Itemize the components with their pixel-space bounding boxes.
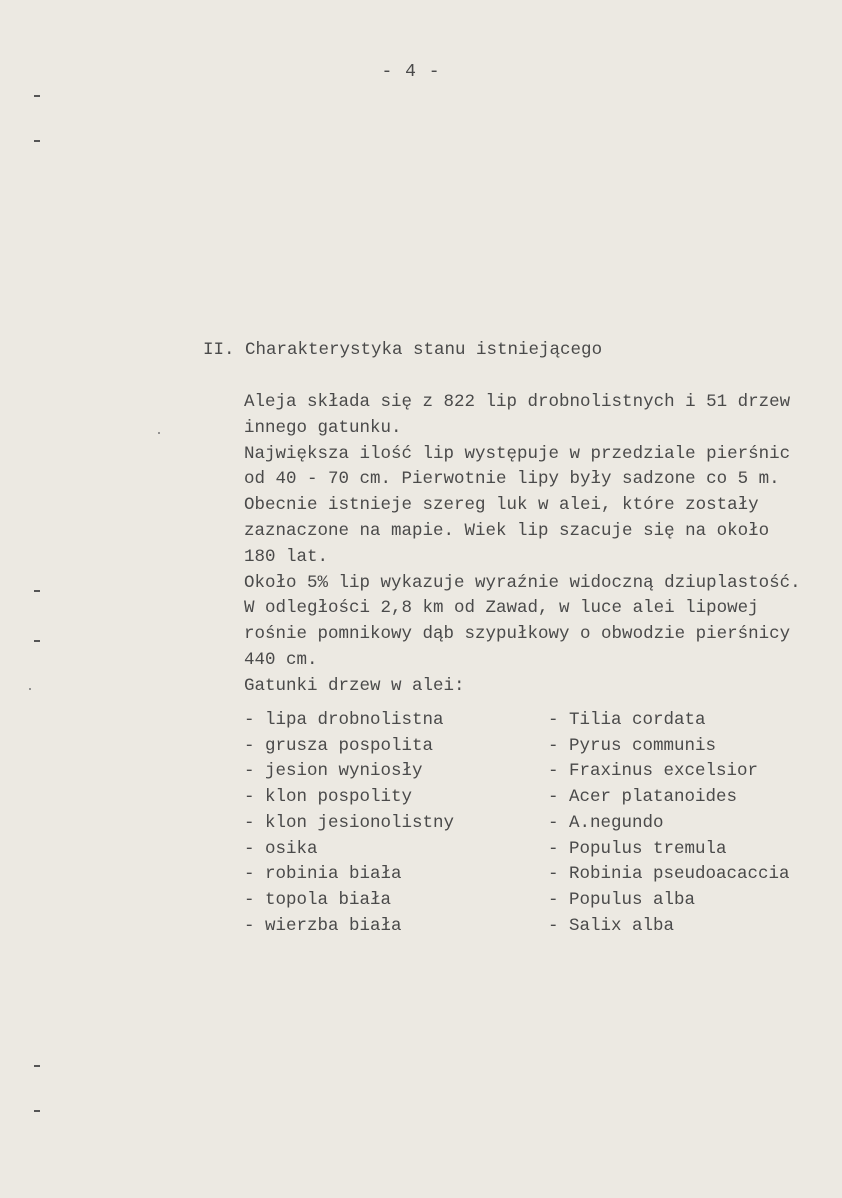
species-row [244,759,804,785]
species-row [244,914,804,940]
species-latin-name: - Fraxinus excelsior [548,761,759,782]
species-polish-name: - wierzba biała [244,915,402,936]
margin-mark [34,140,40,142]
body-line: 180 lat. [244,546,329,567]
species-row [244,862,804,888]
margin-mark [34,1065,40,1067]
margin-mark [34,590,40,592]
species-polish-name: - topola biała [244,889,392,910]
species-latin-name: - Acer platanoides [548,787,738,808]
body-text [244,390,804,700]
species-latin-name: - Populus tremula [548,838,727,859]
species-latin-name: - Pyrus communis [548,735,717,756]
body-line: rośnie pomnikowy dąb szypułkowy o obwodzie pierśnicy [244,624,791,645]
species-polish-name: - jesion wyniosły [244,761,423,782]
species-latin-name: - A.negundo [548,812,664,833]
section-heading: II. Charakterystyka stanu istniejącego [203,340,603,360]
species-polish-name: - grusza pospolita [244,735,434,756]
species-polish-name: - lipa drobnolistna [244,710,444,730]
body-line: 440 cm. [244,649,318,670]
body-line: Największa ilość lip występuje w przedziale pierśnic [244,443,791,464]
species-row [244,734,804,760]
species-latin-name: - Populus alba [548,889,696,910]
species-latin-name: - Salix alba [548,915,675,936]
body-line: Gatunki drzew w alei: [244,675,465,696]
paper-speck [158,432,160,434]
species-polish-name: - robinia biała [244,864,402,885]
body-line: innego gatunku. [244,417,402,438]
body-line: Aleja składa się z 822 lip drobnolistnych i 51 drzew [244,392,791,412]
species-polish-name: - klon pospolity [244,787,413,808]
species-row [244,811,804,837]
body-line: Około 5% lip wykazuje wyraźnie widoczną dziuplastość. [244,572,801,593]
species-row [244,888,804,914]
species-row [244,708,804,734]
species-polish-name: - osika [244,838,318,859]
body-line: zaznaczone na mapie. Wiek lip szacuje się na około [244,520,770,541]
body-line: od 40 - 70 cm. Pierwotnie lipy były sadzone co 5 m. [244,469,780,490]
paper-speck [29,688,31,690]
page-number: - 4 - [381,62,441,82]
species-list [244,708,804,939]
body-line: W odległości 2,8 km od Zawad, w luce alei lipowej [244,598,759,619]
body-line: Obecnie istnieje szereg luk w alei, które zostały [244,495,759,516]
species-row [244,785,804,811]
margin-mark [34,95,40,97]
species-latin-name: - Tilia cordata [548,710,706,730]
species-row [244,837,804,863]
species-latin-name: - Robinia pseudoacaccia [548,864,790,885]
margin-mark [34,1110,40,1112]
species-polish-name: - klon jesionolistny [244,812,455,833]
margin-mark [34,640,40,642]
